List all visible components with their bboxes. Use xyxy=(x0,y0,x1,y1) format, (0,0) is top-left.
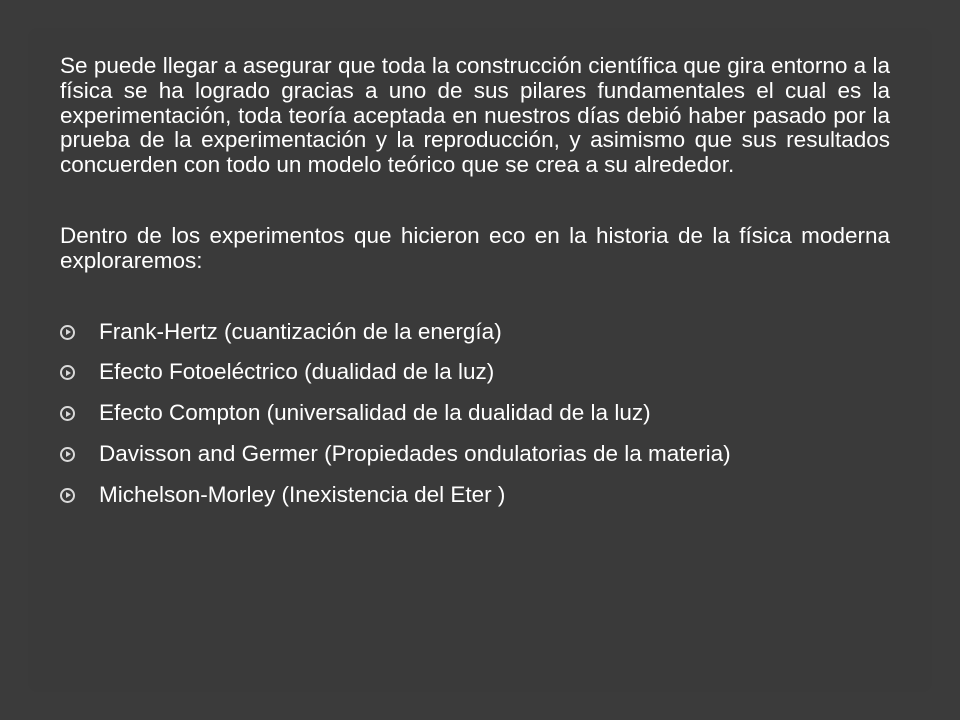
slide-content xyxy=(60,54,890,508)
circled-triangle-bullet-icon xyxy=(60,325,75,340)
list-item xyxy=(60,401,890,426)
circled-triangle-bullet-icon xyxy=(60,406,75,421)
list-item xyxy=(60,320,890,345)
list-item-text: Efecto Compton (universalidad de la dualidad de la luz) xyxy=(99,400,651,426)
experiments-intro-paragraph: Dentro de los experimentos que hicieron eco en la historia de la física moderna exploraremos: xyxy=(60,222,890,273)
intro-paragraph: Se puede llegar a asegurar que toda la construcción científica que gira entorno a la física se ha logrado gracias a uno de sus pilares fundamentales el cual es la experimentación, toda teoría aceptada en nuestros días debió haber pasado por la prueba de la experimentación y la reproducción, y asimismo que sus resultados concuerden con todo un modelo teórico que se crea a su alrededor. xyxy=(60,53,890,178)
list-item xyxy=(60,360,890,385)
circled-triangle-bullet-icon xyxy=(60,488,75,503)
experiments-list xyxy=(60,320,890,508)
list-item-text: Frank-Hertz (cuantización de la energía) xyxy=(99,318,502,344)
circled-triangle-bullet-icon xyxy=(60,447,75,462)
list-item-text: Efecto Fotoeléctrico (dualidad de la luz) xyxy=(99,359,495,385)
list-item-text: Davisson and Germer (Propiedades ondulatorias de la materia) xyxy=(99,440,731,466)
list-item-text: Michelson-Morley (Inexistencia del Eter ) xyxy=(99,481,506,507)
list-item xyxy=(60,442,890,467)
circled-triangle-bullet-icon xyxy=(60,365,75,380)
list-item xyxy=(60,483,890,508)
